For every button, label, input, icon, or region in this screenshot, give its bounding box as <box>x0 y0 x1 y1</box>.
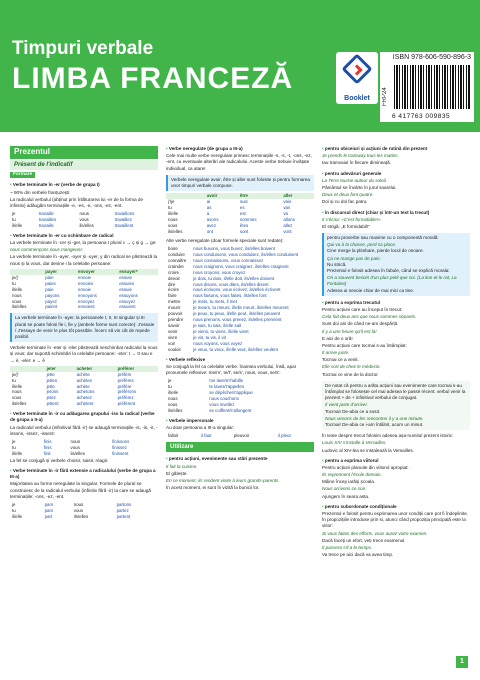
usage5-example3: On a souvent besoin d'un plus petit que soi. (La lion et le rat, La Fontaine) <box>327 275 457 287</box>
table-cell: dire <box>168 281 176 287</box>
table-cell: nous faisons, vous faites, ils/elles font <box>193 293 267 299</box>
table-cell: achetez <box>76 395 92 401</box>
table-cell: avons <box>206 216 219 222</box>
irregular-heading: • Verbe neregulate (de grupa a III-a) <box>166 146 314 152</box>
usage7-text: În texte despre trecut folosim adesea așa-numitul prezent istoric: <box>322 433 454 439</box>
table-cell: essuyez <box>119 298 136 304</box>
usage3-translation1: Pământul se învârte în jurul soarelui. <box>322 184 397 190</box>
table-cell: nous <box>73 501 84 507</box>
table-cell: conduire <box>168 251 185 257</box>
table-cell: vous <box>73 507 84 513</box>
table-cell: vous <box>70 444 80 450</box>
table-cell: il/elle <box>168 210 179 216</box>
table-cell: tu <box>12 377 16 383</box>
table-cell: est <box>239 210 246 216</box>
logo-label: Booklet <box>344 95 370 102</box>
table-row <box>166 229 314 235</box>
table-cell: achètes <box>76 377 92 383</box>
subsection-title: Présent de l'indicatif <box>10 160 158 170</box>
usage9-text: Prezentul e folosit pentru exprimarea unor condiții care pot fi îndeplinite. În propozițiile introduse prin si, atunci când propoziția principală este la viitor: <box>322 511 469 529</box>
table-cell: travaille <box>38 222 54 228</box>
usage5-text: pentru proverbe sau maxime cu o componentă morală: <box>327 235 439 241</box>
table-cell: essuient <box>119 304 136 310</box>
usage3-translation2: Doi și cu doi fac patru. <box>322 199 368 205</box>
other-verbs-table <box>166 246 314 353</box>
table-cell: nous <box>12 292 22 298</box>
table-cell: pleuvoir <box>233 433 250 439</box>
table-row <box>10 223 158 229</box>
table-header-cell: envoyer <box>76 269 117 275</box>
table-cell: vais <box>283 199 292 205</box>
table-cell: faire <box>168 293 177 299</box>
usage3-heading: • pentru adevăruri generale <box>322 171 470 177</box>
table-cell: nous couchons <box>209 396 239 402</box>
table-cell: connaître <box>168 257 187 263</box>
table-cell: ils/elles <box>168 408 183 413</box>
table-cell: vouloir <box>168 346 181 352</box>
table-cell: nous connaissons, vous connaissez <box>193 257 264 263</box>
table-cell: va <box>283 210 288 216</box>
table-header-cell: avoir <box>205 193 238 199</box>
table-cell: tu <box>12 217 16 223</box>
table-cell: vont <box>283 228 292 234</box>
table-cell: je <box>12 439 16 445</box>
table-cell: falloir <box>168 433 179 439</box>
group4-heading: • Verbe terminate în -ir cu adăugarea grupului -iss la radical (verbe de grupa a II-a) <box>10 411 158 423</box>
group3-text: Verbele terminate în -eter și -eler păstrează neschimbat radicalul la nous și vous; dar suportă schimbări la celelalte persoane: -eter: t → tt sau e → è, -eler: e → è <box>10 345 158 363</box>
reflexive-table <box>166 378 314 414</box>
table-cell: savoir <box>168 323 180 329</box>
table-cell: il/elle <box>12 513 23 519</box>
table-header-cell: être <box>238 193 281 199</box>
group2-text3: La verbele terminate în -ayer, -oyer și -uyer, y din radical se păstrează la nous și la vous, dar devine i la celelalte persoane: <box>10 254 158 266</box>
barcode-icon <box>394 65 470 109</box>
usage7-translation: Ludovic al XIV-lea se instalează la Versailles. <box>322 447 414 453</box>
table-cell: je viens, tu viens, il/elle vient <box>193 329 249 334</box>
table-cell: mettre <box>168 299 181 305</box>
table-cell: je <box>168 378 172 384</box>
table-cell: vous <box>12 395 22 401</box>
table-cell: ils/elles <box>73 513 89 519</box>
table-cell: devoir <box>168 275 180 281</box>
table-cell: tu <box>168 384 172 390</box>
group2-table <box>10 269 158 311</box>
table-cell: ils/elles <box>12 401 27 407</box>
table-cell: nous conduisons, vous conduisez, ils/elles conduisent <box>193 251 299 257</box>
table-cell: nous croyons, vous croyez <box>193 269 246 275</box>
table-header-cell: préférer <box>116 366 158 372</box>
table-cell: préfère <box>117 383 132 389</box>
impersonal-text: Au doar persoana a III-a singular: <box>166 425 235 431</box>
table-cell: préfères <box>117 377 134 383</box>
table-cell: je meurs, tu meurs, il/elle meurt, ils/elles meurent <box>193 305 289 311</box>
usage6-example3: Il arrive juste. <box>322 350 350 356</box>
table-cell: essuie <box>119 286 132 292</box>
usage4-example: Il s'écria: «C'est formidable!» <box>322 216 381 222</box>
table-row <box>10 401 158 407</box>
table-cell: voir <box>168 340 176 346</box>
table-cell: finis <box>43 439 52 445</box>
header-banner <box>0 0 480 132</box>
group2-text1: La verbele terminate în -cer și -ger, la persoana I plural c → ç și g → ge: <box>10 240 157 246</box>
usage2-translation: Iau tramvaiul în fiecare dimineață. <box>322 160 391 166</box>
usage4-heading: • în discursul direct (chiar și într-un text la trecut) <box>322 210 470 216</box>
group5-text: Majoritatea au forme neregulate la singular. Formele de plural se construiesc de la radicalul verbului (infinitiv fără -ir) la care se adaugă terminațiile: -ons, -ez, -ent. <box>10 481 151 499</box>
group4-table <box>10 439 158 457</box>
table-cell: suis <box>239 199 248 205</box>
table-cell: allons <box>283 216 295 222</box>
table-cell: envoies <box>78 280 94 286</box>
table-cell: préférons <box>117 389 137 395</box>
table-cell: il/elle <box>12 222 23 228</box>
table-cell: nous <box>168 216 178 222</box>
table-cell: vas <box>283 205 291 210</box>
usage-bar: Utilizare <box>166 442 314 452</box>
usage8-example2: Nous arrivons ce soir. <box>322 486 367 492</box>
usage1-heading: • pentru acțiuni, evenimente sau stări prezente <box>166 456 314 462</box>
usage5-example1: Qui va à la chasse, perd sa place. <box>327 242 397 248</box>
group5-table <box>10 502 158 520</box>
table-cell: travaillons <box>114 211 135 217</box>
table-cell: je <box>12 211 16 217</box>
group4-text: La radicalul verbului (infinitivul fără -ir) se adaugă terminațiile -is, -is, -it, -issons, -issez, -issent: <box>10 424 158 436</box>
usage8-text: Pentru acțiuni planuite din viitorul apropiat: <box>322 464 409 470</box>
table-cell: je mets, tu mets, il met <box>193 299 238 305</box>
table-cell: ils/elles <box>168 228 183 234</box>
table-cell: jettent <box>46 401 59 407</box>
usage9-example2: Il passera s'il a le temps. <box>322 544 373 550</box>
table-header-cell: payer <box>43 269 76 275</box>
usage1-example2: En ce moment, ils rendent visite à leurs grands-parents. <box>166 477 280 483</box>
table-cell: tu <box>12 507 16 513</box>
table-cell: il/elle <box>12 450 23 456</box>
table-cell: sommes <box>239 216 257 222</box>
usage8-heading: • pentru a exprima viitorul <box>322 458 470 464</box>
usage6-text: Pentru acțiuni care au început în trecut: <box>322 306 403 312</box>
table-header-cell: essuyer* <box>117 269 158 275</box>
table-cell: vous <box>168 402 178 408</box>
column-3 <box>322 146 470 674</box>
usage6-example2: Il y a une heure qu'il est là! <box>322 328 377 334</box>
table-row <box>166 347 314 353</box>
table-row <box>10 304 158 310</box>
table-cell: paient <box>45 304 58 310</box>
usage7-example: Louis XIV s'installe à Versailles. <box>322 440 387 446</box>
table-cell: prendre <box>168 317 184 323</box>
irregular-text: Cele mai multe verbe neregulate primesc terminațiile -s, -s, -t, -ons, -ez, -ent, cu eventuale alterări ale radicalului. Aceste verbe trebuie învățate individual, ca atare! <box>166 153 312 171</box>
table-row <box>166 433 314 439</box>
content-area <box>10 146 470 676</box>
table-cell: paie <box>45 286 54 292</box>
table-header-cell: jeter <box>45 366 75 372</box>
table-cell: tu <box>168 205 172 210</box>
table-row <box>166 408 314 414</box>
usage5-box <box>322 233 470 296</box>
group2-text2: nous commençons nous mangeons <box>10 247 83 253</box>
table-cell: envoie <box>78 274 91 280</box>
table-cell: essuyons <box>119 292 138 298</box>
usage5-example2: Ça ne mange pas de pain. <box>327 255 381 261</box>
page-number: 1 <box>456 656 468 668</box>
table-cell: achètent <box>76 401 94 407</box>
table-cell: nous <box>168 396 178 402</box>
table-cell: finis <box>43 444 52 450</box>
auxiliary-table <box>166 193 314 235</box>
usage6-note-box <box>322 381 470 430</box>
table-cell: nous <box>70 439 81 445</box>
table-cell: achète <box>76 383 90 389</box>
usage1-translation1: El gătește. <box>166 470 188 476</box>
table-cell: nous voyons, vous voyez <box>193 340 243 346</box>
usage8-example1: Ils reprennent l'école demain. <box>322 472 382 478</box>
table-cell: finissons <box>112 439 130 445</box>
table-cell: paie <box>45 274 54 280</box>
table-cell: jettes <box>46 377 58 383</box>
table-cell: craindre <box>168 263 184 269</box>
reflexive-heading: • Verbele reflexive <box>166 357 314 363</box>
usage3-example1: La Terre tourne autour du soleil. <box>322 177 387 183</box>
table-cell: paies <box>45 280 56 286</box>
table-cell: il/elle <box>168 390 179 396</box>
usage2-heading: • pentru obiceiuri și acțiuni de rutină din prezent <box>322 146 470 152</box>
usage6-translation3: Tocmai ce a venit. <box>322 357 359 363</box>
table-cell: je <box>12 501 16 507</box>
usage8-translation2: Ajungem în seara asta. <box>322 493 370 499</box>
table-cell: a <box>206 210 210 216</box>
product-code: FRP24 <box>382 87 388 106</box>
table-cell: venir <box>168 329 178 334</box>
table-cell: part <box>44 513 53 519</box>
table-cell: sont <box>239 228 249 234</box>
table-cell: préfère <box>117 371 132 377</box>
table-cell: se dépêche/s'appliquе <box>209 390 253 396</box>
table-cell: partent <box>116 513 131 519</box>
table-cell: allez <box>283 222 293 228</box>
usage6-example4: Elle sort de chez le médecin. <box>322 364 381 370</box>
reflexive-text: Se conjugă la fel ca celelalte verbe. Înaintea verbului, însă, apar pronumele reflexive: me/m', te/t', se/s', nous, vous, se/s': <box>166 363 297 376</box>
table-cell: nous disons, vous dites, ils/elles disent <box>193 281 269 287</box>
table-cell: envoient <box>78 304 95 310</box>
table-cell: nous prenons, vous prenez, ils/elles prennent <box>193 317 282 323</box>
column-1 <box>10 146 158 674</box>
table-cell: travaille <box>38 211 54 217</box>
group1-table <box>10 211 158 229</box>
impersonal-heading: • Verbele impersonale <box>166 418 314 424</box>
table-cell: nous écrivons, vous écrivez, ils/elles écrivent <box>193 287 281 293</box>
table-cell: travailles <box>38 217 57 223</box>
group1-text1: ~ 90% din verbele franțuzești <box>10 189 70 195</box>
table-cell: croire <box>168 269 179 275</box>
usage5-translation3: Adesea ai nevoie chiar de mai mici ca tine. <box>327 287 415 293</box>
table-cell: mourir <box>168 305 181 311</box>
usage6-text2: Pentru acțiuni care tocmai s-au întâmplat: <box>322 342 407 348</box>
table-cell: il/elle <box>12 286 23 292</box>
column-2 <box>166 146 314 674</box>
table-cell: j'/je <box>168 199 175 205</box>
other-verbs-text: Alte verbe neregulate (doar formele speciale sunt redate): <box>166 237 284 243</box>
table-cell: ils/elles <box>79 222 94 228</box>
table-cell: tu <box>12 280 16 286</box>
usage6-translation5: Tocmai! De-abia ce a sosit. <box>325 408 381 414</box>
irregular-note: Verbele neregulate avoir, être și aller sunt folosite și pentru formarea unor timpuri verbale compuse. <box>166 175 314 191</box>
table-cell: vous <box>12 298 22 304</box>
table-cell: vous <box>79 217 89 223</box>
usage6-translation2: E aici de o oră! <box>322 335 353 341</box>
table-cell: ai <box>206 199 211 205</box>
table-header-cell: acheter <box>75 366 116 372</box>
table-cell: essuies <box>119 280 135 286</box>
table-cell: envoyons <box>78 292 97 298</box>
barcode-panel <box>380 52 474 122</box>
table-cell: pars <box>44 501 54 507</box>
group3-table <box>10 366 158 408</box>
usage6-example5: Il vient juste d'arriver. <box>325 402 369 408</box>
table-cell: travaillent <box>114 222 134 228</box>
table-cell: ont <box>206 228 213 234</box>
table-cell: envoie <box>78 286 91 292</box>
table-cell: pars <box>44 507 54 513</box>
usage6-example6: Nous venons de les rencontrer il y a une minute. <box>325 415 424 421</box>
table-cell: nous <box>79 211 89 217</box>
table-cell: êtes <box>239 222 249 228</box>
usage5-translation2: Nu strică. <box>327 261 347 267</box>
table-cell: payons <box>45 292 60 298</box>
table-cell: partez <box>116 507 129 513</box>
table-cell: travaillez <box>114 217 132 223</box>
barcode-digits: 6 417763 009835 <box>392 113 451 120</box>
usage9-translation1: Dacă faceți un efort, veți trece examenul. <box>322 537 406 543</box>
table-cell: écrire <box>168 287 179 293</box>
table-cell: jette <box>46 371 55 377</box>
page-title: LIMBA FRANCEZĂ <box>12 62 294 95</box>
usage1-example1: Il fait la cuisine. <box>166 463 198 469</box>
subtitle: Timpuri verbale <box>12 38 154 59</box>
group2-note: La verbele terminate în -ayer, la persoanele I, II, III singular și III plural se poate folosi fie i, fie y (ambele forme sunt corecte): J'essaie / J'essaye de venir le plus tôt possible. Încerc să vin cât de repede posibil. <box>10 313 158 342</box>
table-cell: vous <box>168 222 178 228</box>
table-cell: je peux, tu peux, il/elle peut, ils/elles peuvent <box>193 311 281 317</box>
table-cell: il faut <box>200 433 212 439</box>
usage3-example2: Deux et deux font quatre. <box>322 192 374 198</box>
usage6-example1: Cela fait deux ans que nous sommes séparés. <box>322 314 417 320</box>
table-row <box>10 514 158 520</box>
table-cell: je/j' <box>12 371 19 377</box>
table-cell: jette <box>46 383 55 389</box>
usage6-translation4: Tocmai ce vine de la doctor. <box>322 371 379 377</box>
isbn-text: ISBN 978-606-590-896-3 <box>392 54 471 61</box>
table-cell: achète <box>76 371 90 377</box>
usage9-heading: • pentru subordonate condiționale <box>322 504 470 510</box>
table-cell: finissent <box>112 450 129 456</box>
table-cell: payez <box>45 298 57 304</box>
usage6-translation6: Tocmai! De-abia ce i-am întâlnit, acum un minut. <box>325 421 424 427</box>
usage6-heading: • pentru a exprima trecutul <box>322 300 470 306</box>
group1-text2: La radicalul verbului (obținut prin înlăturarea lui -er de la forma de infinitiv) adăugăm terminațiile -e, -es, -e, -ons, -ez, -ent. <box>10 196 144 208</box>
table-cell: préférez <box>117 395 134 401</box>
group4-note: La fel se conjugă și verbele choisir, saisir, réagir. <box>10 457 109 463</box>
usage9-translation2: Va trece pe aici dacă va avea timp. <box>322 552 394 558</box>
group1-heading: • Verbe terminate în -er (verbe de grupa I) <box>10 182 158 188</box>
table-header-cell: aller <box>281 193 314 199</box>
usage6-note: De notat că pentru a arăta acțiuni sau evenimente care tocmai s-au întâmplat se folosește cel mai adesea le passé récent: verbul venir la prezent + de + infinitivul verbului de conjugat. <box>325 382 466 401</box>
table-cell: je sais, tu sais, il/elle sait <box>193 323 242 329</box>
usage5-translation1: Cine merge la plimbare, pierde locul de onoare. <box>327 248 424 254</box>
table-cell: préfèrent <box>117 401 136 407</box>
table-cell: il pleut <box>277 433 291 439</box>
table-cell: as <box>206 205 212 210</box>
table-cell: es <box>239 205 245 210</box>
table-cell: il/elle <box>12 383 23 389</box>
usage6-translation1: Sunt doi ani de când ne-am despărțit. <box>322 321 399 327</box>
table-cell: se coiffent/s'allongent <box>209 408 252 413</box>
table-cell: nous buvons, vous buvez, ils/elles boivent <box>193 245 275 251</box>
group2-heading: • Verbe terminate în -er cu schimbare de radical <box>10 233 158 239</box>
table-cell: essuie <box>119 274 132 280</box>
table-cell: nous craignons, vous craignez, ils/elles craignent <box>193 263 289 269</box>
table-cell: vous nivellez <box>209 402 235 408</box>
table-cell: pouvoir <box>168 311 183 317</box>
table-cell: ils/elles <box>12 304 27 310</box>
table-cell: je/j' <box>12 274 19 280</box>
table-cell: je veux, tu veux, il/elle veut, ils/elles veulent <box>193 346 278 352</box>
table-cell: te laves/t'appelles <box>209 384 245 390</box>
table-row <box>10 451 158 457</box>
usage8-translation1: Mâine încep iarăși școala. <box>322 479 376 485</box>
table-cell: me lave/m'habille <box>209 378 244 384</box>
section-title: Prezentul <box>10 146 158 159</box>
table-cell: envoyez <box>78 298 95 304</box>
usage5-text2: Prezentul e folosit adesea în fabule, când se explică morala: <box>327 268 450 273</box>
usage9-example1: Si vous faites des efforts, vous aurez votre examen. <box>322 530 428 536</box>
impersonal-table <box>166 433 314 439</box>
table-cell: jetez <box>46 395 56 401</box>
table-cell: jetons <box>46 389 59 395</box>
usage4-translation: El strigă: „E formidabil!” <box>322 223 370 229</box>
table-cell: finissez <box>112 444 127 450</box>
table-cell: tu <box>12 444 16 450</box>
group5-heading: • Verbe terminate în -ir fără extensie a radicalului (verbe de grupa a III-a) <box>10 468 158 480</box>
table-cell: boire <box>168 245 178 251</box>
table-cell: achetons <box>76 389 95 395</box>
table-cell: je vis, tu vis, il vit <box>193 334 226 340</box>
booklet-logo <box>336 52 378 104</box>
formare-label: Formare <box>10 172 35 178</box>
table-cell: vivre <box>168 334 178 340</box>
table-cell: avez <box>206 222 217 228</box>
table-cell: partons <box>116 501 132 507</box>
table-cell: ils/elles <box>70 450 85 456</box>
table-cell: finit <box>43 450 51 456</box>
usage1-translation2: În acest moment, ei sunt în vizită la bunicii lor. <box>166 485 260 491</box>
table-cell: nous <box>12 389 22 395</box>
usage2-example: Je prends le tramway tous les matins. <box>322 153 399 159</box>
table-cell: je dois, tu dois, il/elle doit, ils/elles doivent <box>193 275 275 281</box>
